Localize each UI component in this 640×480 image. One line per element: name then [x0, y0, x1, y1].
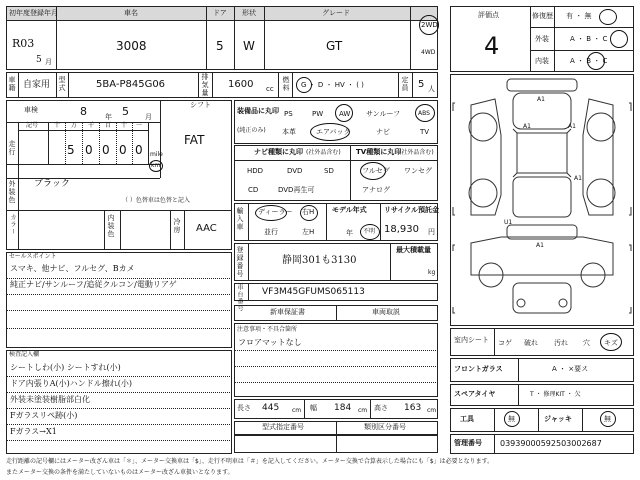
diagram-label: A1	[568, 123, 576, 130]
import-dealer: ディーラー	[258, 208, 293, 216]
inspector-line: Fガラス→X1	[10, 427, 57, 436]
nav-hdd: HDD	[247, 167, 264, 175]
notes-label: 注意事項・不具合箇所	[237, 326, 298, 333]
length-unit: cm	[292, 407, 302, 414]
equipment-subtitle: (純正のみ)	[237, 127, 266, 134]
fuel-label: 燃料	[282, 76, 290, 92]
ac-value: AAC	[196, 223, 217, 234]
model-value: 3008	[116, 39, 147, 53]
type-label: 型式	[58, 76, 66, 92]
grade-label: グレード	[322, 9, 350, 17]
diagram-label: A1	[574, 175, 582, 182]
mileage-digit: 0	[119, 143, 127, 157]
interior-color-label: 内装色	[107, 214, 115, 238]
inspector-line: ドア内張りA(小)ハンドル擦れ(小)	[10, 379, 133, 388]
row2	[6, 72, 438, 98]
management-value: 03939000592503002687	[500, 439, 602, 448]
equipment-title: 装備品に丸印	[237, 107, 279, 115]
import-parallel: 並行	[264, 228, 278, 236]
seat-option: 破れ	[524, 339, 538, 347]
ac-label: 冷房	[173, 218, 181, 234]
footer-note: またメーター交換の条件を満たしていないものはメーター改ざん車扱いとなります。	[6, 469, 234, 476]
registration-label: 登録番号	[236, 246, 244, 278]
nav-dvd: DVD	[287, 167, 303, 175]
warranty-label: 新車保証書	[270, 308, 305, 316]
inspection-month: 5	[122, 105, 129, 118]
model-year-unit: 年	[346, 229, 353, 237]
grade-value: 4	[484, 32, 500, 60]
car-diagram	[451, 75, 633, 325]
equip-abs: ABS	[418, 110, 430, 117]
shape-value: W	[243, 39, 255, 53]
type-value: 5BA-P845G06	[96, 79, 166, 90]
mileage-digit-headers: 記号 十 万 千 百 十 一	[26, 122, 143, 129]
width-value: 184	[334, 403, 352, 413]
mileage-digit: 0	[102, 143, 110, 157]
exterior-grade-options: A ・ B ・ C	[570, 35, 608, 43]
nav-title: ナビ種類に丸印	[254, 148, 303, 156]
seat-option: キズ	[604, 339, 618, 347]
seat-label: 室内シート	[454, 336, 489, 344]
equip-aw: AW	[339, 110, 351, 118]
capacity-unit: 人	[428, 85, 435, 93]
interior-grade-label: 内装	[535, 57, 549, 65]
length-value: 445	[262, 403, 280, 413]
diagram-label: U1	[504, 219, 513, 226]
inspector-line: 外装未塗装樹脂部白化	[10, 395, 90, 404]
drive-4wd: 4WD	[421, 49, 436, 56]
tv-oneseg: ワンセグ	[404, 167, 432, 175]
grade-label: 評価点	[478, 11, 499, 19]
max-load-label: 最大積載量	[396, 246, 431, 254]
mileage-label: 走行	[8, 140, 16, 156]
drive-2wd: 2WD	[421, 21, 438, 29]
diagram-label: A1	[537, 96, 545, 103]
diagram-label: A1	[523, 123, 531, 130]
import-right-handle: 右H	[302, 208, 315, 216]
max-load-unit: kg	[428, 269, 436, 276]
length-label: 長さ	[237, 404, 251, 412]
equip-leather: 本革	[282, 128, 296, 136]
displacement-value: 1600	[228, 79, 254, 90]
cc-unit: cc	[266, 85, 274, 93]
inspection-label: 車検	[24, 106, 38, 114]
capacity-value: 5	[418, 79, 425, 90]
recycle-value: 18,930	[384, 224, 419, 235]
mileage-unit-km: km	[151, 162, 161, 169]
capacity-label: 定員	[401, 76, 409, 92]
tv-fullseg: フルセグ	[362, 167, 390, 175]
nav-cd: CD	[248, 186, 259, 194]
equip-tv: TV	[420, 128, 430, 136]
inspection-month-unit: 月	[145, 113, 152, 121]
registration-value: 静岡301も3130	[282, 255, 357, 266]
import-label: 輸入車	[236, 207, 244, 231]
jack-value: 無	[604, 415, 611, 423]
footer-note: 走行距離の記号欄にはメーター改ざん車は「＊」、メーター交換車は「$」、走行不明車は「＃」を記入してください。メーター交換で合算表示した場合にも「$」は必要となります。	[6, 458, 494, 465]
exterior-color: ブラック	[34, 179, 70, 189]
first-reg-year: R03	[12, 37, 35, 50]
notes-box	[234, 323, 438, 397]
model-label: 車名	[124, 9, 138, 17]
recycle-label: リサイクル預託金	[384, 206, 440, 214]
width-label: 幅	[310, 404, 317, 412]
inspector-label: 検査記入欄	[9, 351, 40, 358]
model-year-label: モデル年式	[332, 206, 367, 214]
chassis-value: VF3M45GFUMS065113	[262, 287, 365, 297]
height-label: 高さ	[374, 404, 388, 412]
seat-option: 汚れ	[554, 339, 568, 347]
sales-points-label: セールスポイント	[9, 253, 57, 260]
seat-option: コゲ	[498, 339, 512, 347]
repair-none-circle	[599, 9, 617, 25]
chassis-label: 車台番号	[236, 284, 243, 312]
mileage-digit: 0	[85, 143, 93, 157]
diagram-label: A1	[536, 242, 544, 249]
exterior-label: 外装色	[8, 180, 16, 204]
management-label: 管理番号	[454, 439, 482, 447]
first-reg-month-unit: 月	[45, 58, 52, 66]
tools-value: 無	[508, 415, 515, 423]
sales-point-line: 純正ナビ/サンルーフ/追従クルコン/電動リアゲ	[10, 280, 177, 289]
first-reg-month: 5	[36, 55, 42, 65]
mileage-unit-mile: mile	[150, 151, 163, 158]
windshield-options: A ・ ×要ス	[552, 365, 589, 373]
inspector-line: シートしわ(小) シートすれ(小)	[10, 363, 121, 372]
notes-value: フロアマットなし	[238, 338, 302, 347]
mileage-digit: 0	[135, 143, 143, 157]
color-label: カラー	[9, 214, 16, 235]
mileage-digit: 5	[67, 143, 75, 157]
exterior-note: （ ）色替車は色替と記入	[122, 197, 190, 204]
sales-point-line: スマキ、他ナビ、フルセグ、Bカメ	[10, 264, 135, 273]
import-left-handle: 左H	[302, 228, 315, 236]
height-unit: cm	[427, 407, 437, 414]
nav-sd: SD	[324, 167, 334, 175]
doors-label: ドア	[213, 9, 227, 17]
repair-label: 修復歴	[532, 12, 553, 20]
inspector-line: Fガラスリペ跡(小)	[10, 411, 78, 420]
spare-label: スペアタイヤ	[454, 390, 496, 398]
vehicle-value: 自家用	[23, 80, 51, 90]
model-year-unknown: 不明	[363, 228, 376, 235]
vehicle-label: 車籍	[8, 76, 16, 92]
displacement-label: 排気量	[201, 73, 209, 97]
exterior-c-circle	[610, 30, 628, 48]
tv-analog: アナログ	[362, 186, 390, 194]
interior-grade-options: A ・ B ・ C	[570, 57, 608, 65]
tv-title-note: (社外品含む)	[399, 149, 434, 156]
windshield-label: フロントガラス	[454, 365, 503, 373]
equip-navi: ナビ	[376, 128, 390, 136]
width-unit: cm	[358, 407, 368, 414]
fuel-options: G ・ D ・ HV ・ ( )	[301, 81, 364, 89]
equip-airbag: エアバック	[316, 128, 351, 136]
equip-ps: PS	[284, 110, 293, 118]
shape-label: 形状	[242, 9, 256, 17]
doors-value: 5	[216, 39, 224, 53]
class-label: 類別区分番号	[364, 423, 406, 431]
nav-dvd-playback: DVD再生可	[278, 186, 315, 194]
tools-label: 工具	[460, 415, 474, 423]
equip-pw: PW	[312, 110, 324, 118]
type-cert-label: 型式指定番号	[262, 423, 304, 431]
equip-sunroof: サンルーフ	[366, 110, 401, 118]
spare-options: T ・ 修理KIT ・ 欠	[530, 391, 581, 398]
inspection-year-unit: 年	[105, 113, 112, 121]
repair-options: 有 ・ 無	[566, 12, 592, 20]
recycle-yen: 円	[428, 228, 435, 236]
height-value: 163	[404, 403, 422, 413]
tv-title: TV種類に丸印	[356, 148, 402, 156]
shift-label: シフト	[190, 101, 211, 109]
first-reg-label: 初年度登録年月	[9, 9, 58, 17]
nav-title-note: (社外品含む)	[306, 149, 341, 156]
seat-option: 穴	[583, 339, 590, 347]
grade-value: GT	[326, 39, 343, 53]
exterior-grade-label: 外装	[535, 35, 549, 43]
shift-value: FAT	[184, 133, 205, 147]
inspection-year: 8	[80, 105, 87, 118]
jack-label: ジャッキ	[544, 415, 572, 423]
manual-label: 車両取説	[372, 308, 400, 316]
